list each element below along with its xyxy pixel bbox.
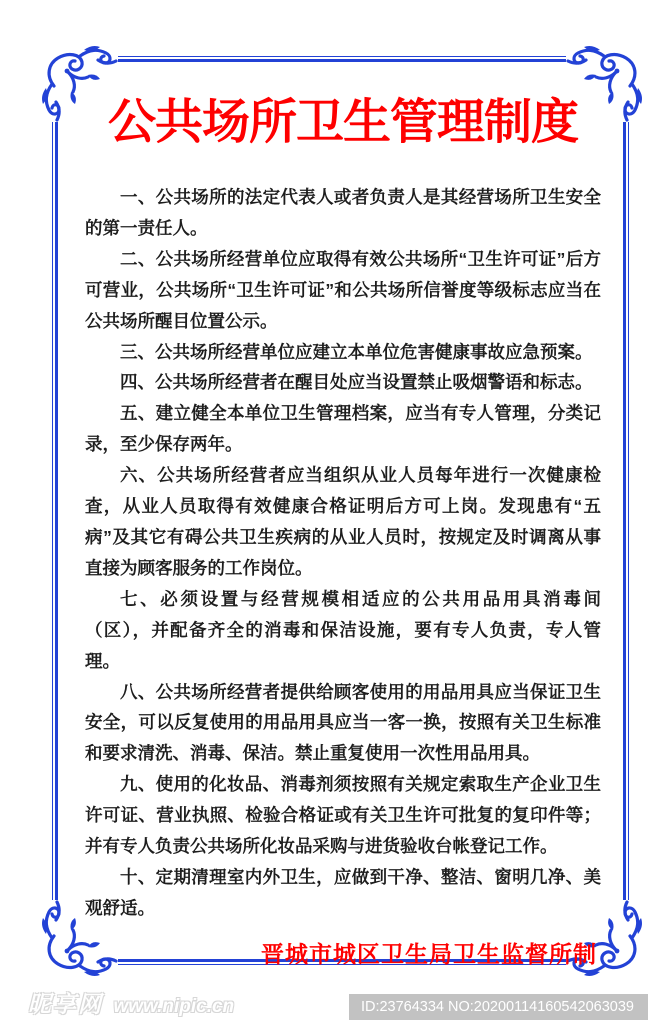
regulation-item: 三、公共场所经营单位应建立本单位危害健康事故应急预案。 <box>120 341 593 362</box>
regulation-item: 二、公共场所经营单位应取得有效公共场所“卫生许可证”后方可营业，公共场所“卫生许可证”和公共场所信誉度等级标志应当在公共场所醒目位置公示。 <box>85 248 601 331</box>
regulation-item: 八、公共场所经营者提供给顾客使用的用品用具应当保证卫生安全，可以反复使用的用品用具应当一客一换，按照有关卫生标准和要求清洗、消毒、保洁。禁止重复使用一次性用品用具。 <box>85 681 601 764</box>
regulation-item: 五、建立健全本单位卫生管理档案，应当有专人管理，分类记录，至少保存两年。 <box>85 403 601 455</box>
nipic-logo-name: 昵享网 <box>28 991 103 1017</box>
page-title: 公共场所卫生管理制度 <box>107 96 578 149</box>
nipic-logo-url: www.nipic.cn <box>113 996 235 1017</box>
regulation-item: 一、公共场所的法定代表人或者负责人是其经营场所卫生安全的第一责任人。 <box>85 187 601 238</box>
document-content <box>85 56 601 969</box>
nipic-logo <box>28 986 234 1019</box>
watermark-bar <box>0 990 648 1024</box>
regulation-item: 七、必须设置与经营规模相适应的公共用品用具消毒间（区），并配备齐全的消毒和保洁设施，要有专人负责，专人管理。 <box>85 588 601 671</box>
regulation-item: 四、公共场所经营者在醒目处应当设置禁止吸烟警语和标志。 <box>120 372 593 393</box>
regulation-item: 十、定期清理室内外卫生，应做到干净、整洁、窗明几净、美观舒适。 <box>85 866 601 918</box>
regulation-list <box>85 182 601 924</box>
regulation-item: 九、使用的化妆品、消毒剂须按照有关规定索取生产企业卫生许可证、营业执照、检验合格证或有关卫生许可批复的复印件等；并有专人负责公共场所化妆品采购与进货验收台帐登记工作。 <box>85 774 601 857</box>
regulation-item: 六、公共场所经营者应当组织从业人员每年进行一次健康检查，从业人员取得有效健康合格证明后方可上岗。发现患有“五病”及其它有碍公共卫生疾病的从业人员时，按规定及时调离从事直接为顾客服务的工作岗位。 <box>85 465 601 578</box>
image-id-badge: ID:23764334 NO:20200114160542063039 <box>349 994 648 1020</box>
signature: 晋城市城区卫生局卫生监督所制 <box>261 940 597 967</box>
